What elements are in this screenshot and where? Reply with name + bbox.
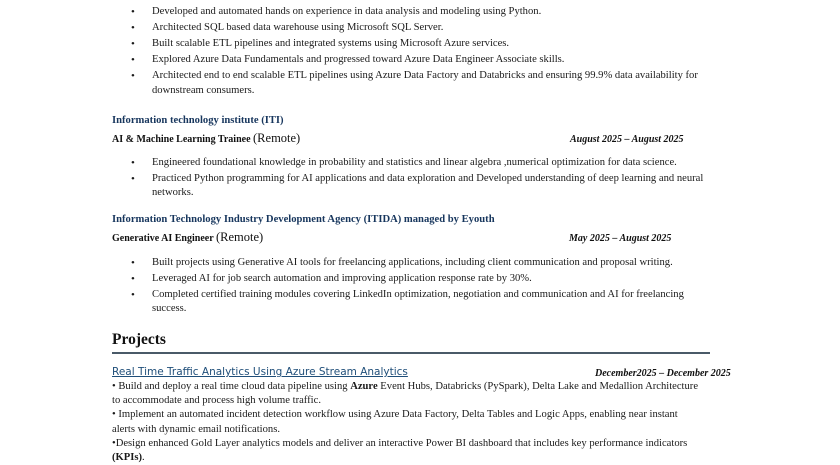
bullet-item: • Architected end to end scalable ETL pipelines using Azure Data Factory and Databricks and ensuring 99.9% data availability for [128,68,698,84]
project-dates: December2025 – December 2025 [595,368,731,379]
project-line: alerts with dynamic email notifications. [112,423,280,435]
bullet-item: • Built scalable ETL pipelines and integrated systems using Microsoft Azure services. [128,36,698,52]
job-dates: May 2025 – August 2025 [569,233,672,244]
text-run: . [142,452,145,464]
bullet-item: • Explored Azure Data Fundamentals and progressed toward Azure Data Engineer Associate skills. [128,52,698,68]
bullet-continuation: success. [152,303,187,314]
bullet-continuation: networks. [152,187,194,198]
job-bullets [128,155,703,187]
organization-name: Information technology institute (ITI) [112,115,284,126]
job-role [112,131,300,146]
section-title-projects: Projects [112,331,166,348]
bullet-item: • Engineered foundational knowledge in probability and statistics and linear algebra ,numerical optimization for data science. [128,155,703,171]
job-bullets [128,255,684,303]
job-role [112,230,263,245]
bullet-item: • Completed certified training modules covering LinkedIn optimization, negotiation and communication and AI for freelancing [128,287,684,303]
bullet-item: • Practiced Python programming for AI applications and data exploration and Developed understanding of deep learning and neural [128,171,703,187]
bullet-item: • Developed and automated hands on experience in data analysis and modeling using Python. [128,4,698,20]
role-title: Generative AI Engineer [112,233,216,244]
text-run: Event Hubs, Databricks (PySpark), Delta Lake and Medallion Architecture [377,381,699,392]
text-run-bold: (KPIs) [112,452,143,464]
project-description [112,380,752,465]
bullet-item: • Leveraged AI for job search automation and improving application response rate by 30%. [128,271,684,287]
section-divider [112,352,710,354]
bullet-item: • Built projects using Generative AI tools for freelancing applications, including client communication and proposal writing. [128,255,684,271]
bullet-item: • Architected SQL based data warehouse using Microsoft SQL Server. [128,20,698,36]
project-line: • Implement an automated incident detection workflow using Azure Data Factory, Delta Tables and Logic Apps, enabling near instant [112,409,678,421]
bullet-continuation: downstream consumers. [152,85,255,96]
project-line: •Design enhanced Gold Layer analytics models and deliver an interactive Power BI dashboard that includes key performance indicators [112,437,688,449]
role-title: AI & Machine Learning Trainee [112,134,254,145]
organization-name: Information Technology Industry Development Agency (ITIDA) managed by Eyouth [112,214,495,225]
role-mode: (Remote) [215,230,264,244]
text-run-bold: Azure [350,381,378,392]
text-run: • Build and deploy a real time cloud data pipeline using [112,381,351,392]
project-line: to accommodate and process high volume traffic. [112,395,321,407]
project-title-link[interactable]: Real Time Traffic Analytics Using Azure Stream Analytics [112,366,408,378]
project-line [112,380,752,394]
job-dates: August 2025 – August 2025 [570,134,684,145]
role-mode: (Remote) [253,131,301,145]
project-line [112,451,752,465]
previous-role-bullets [128,4,698,84]
